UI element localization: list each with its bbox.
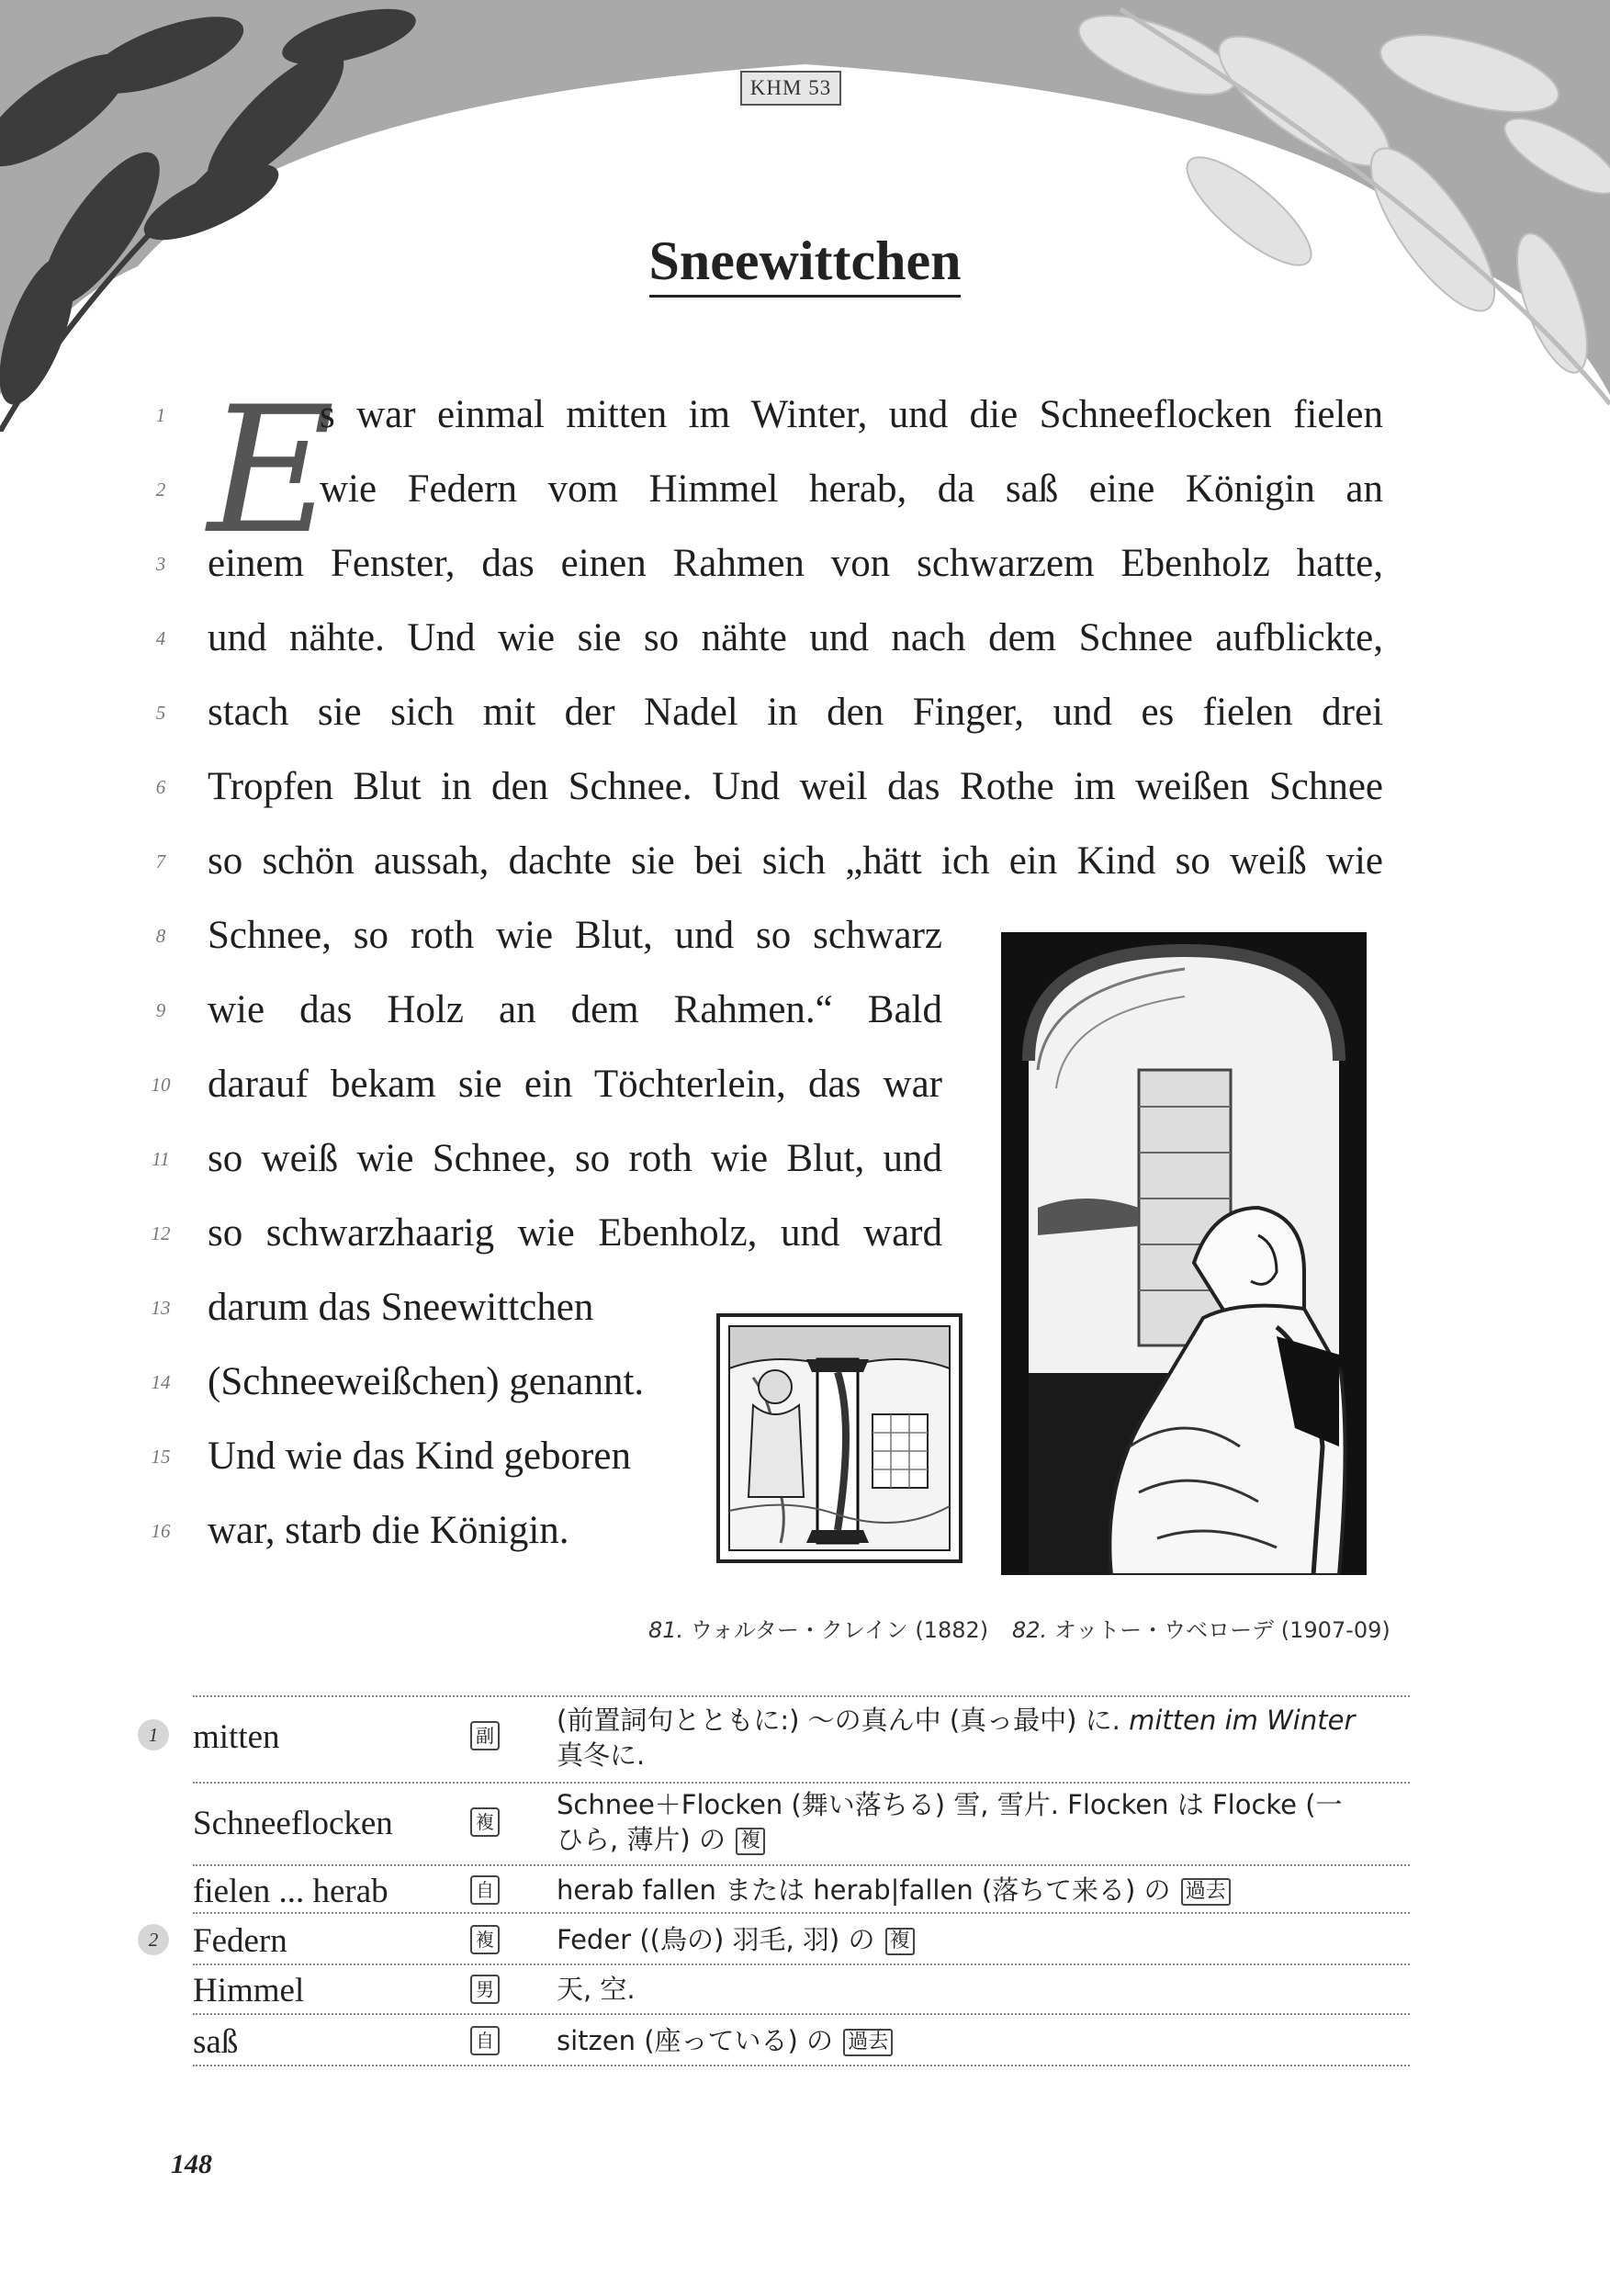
line-number: 16 [151, 1520, 171, 1542]
line-number: 6 [155, 776, 166, 798]
part-of-speech-badge: 複 [470, 1925, 500, 1954]
story-line: Und wie das Kind geboren [208, 1435, 631, 1478]
vocab-divider [193, 2013, 1410, 2015]
drop-cap-initial: E [208, 369, 335, 572]
part-of-speech-badge: 自 [470, 2026, 500, 2055]
part-of-speech-badge: 複 [470, 1807, 500, 1837]
story-line: Tropfen Blut in den Schnee. Und weil das Rothe im weißen Schnee [208, 765, 1383, 808]
definition-text: 真冬に. [557, 1739, 646, 1771]
line-number: 8 [155, 925, 166, 947]
story-line: wie das Holz an dem Rahmen.“ Bald [208, 988, 942, 1031]
vocab-definition [557, 1922, 1415, 1957]
definition-text: ひら, 薄片) の [557, 1824, 726, 1855]
story-line: darauf bekam sie ein Töchterlein, das war [208, 1063, 942, 1106]
caption-number: 81. [648, 1617, 684, 1643]
story-line: Schnee, so roth wie Blut, und so schwarz [208, 914, 942, 957]
vocab-definition [557, 1873, 1415, 1908]
caption-number: 82. [1012, 1617, 1048, 1643]
collection-id-badge: KHM 53 [740, 71, 841, 106]
part-of-speech-badge: 男 [470, 1975, 500, 2004]
page-title-text: Sneewittchen [649, 231, 962, 298]
vocab-divider [193, 1964, 1410, 1965]
line-number: 11 [152, 1148, 170, 1170]
definition-text: Feder ((鳥の) 羽毛, 羽) の [557, 1924, 875, 1955]
story-line: wie Federn vom Himmel herab, da saß eine Königin an [320, 467, 1383, 511]
illuminated-initial-illustration [716, 1313, 963, 1563]
vocab-entry [138, 2017, 1414, 2063]
story-line: stach sie sich mit der Nadel in den Finger, und es fielen drei [208, 691, 1383, 734]
line-reference-badge: 2 [138, 1924, 169, 1955]
vocab-divider [193, 1782, 1410, 1784]
line-number: 5 [155, 702, 166, 724]
vocab-definition [557, 1703, 1415, 1773]
line-number: 10 [151, 1074, 171, 1096]
line-number: 7 [155, 850, 166, 872]
line-number: 9 [155, 999, 166, 1021]
vocab-word: Federn [193, 1922, 287, 1960]
vocab-word: Schneeflocken [193, 1805, 393, 1842]
definition-text: Schnee＋Flocken (舞い落ちる) 雪, 雪片. Flocken は Flocke (一 [557, 1789, 1343, 1820]
story-line: so schön aussah, dachte sie bei sich „hätt ich ein Kind so weiß wie [208, 839, 1383, 883]
example-phrase: mitten im Winter [1129, 1705, 1356, 1736]
vocab-entry [138, 1916, 1414, 1962]
vocab-divider [193, 1695, 1410, 1697]
caption-text: オットー・ウベローデ (1907-09) [1053, 1617, 1390, 1643]
vocab-entry [138, 1868, 1414, 1910]
line-number: 15 [151, 1446, 171, 1468]
story-line: und nähte. Und wie sie so nähte und nach dem Schnee aufblickte, [208, 616, 1383, 659]
line-number: 14 [151, 1371, 171, 1393]
part-of-speech-badge: 副 [470, 1721, 500, 1750]
vocab-entry [138, 1967, 1414, 2011]
illustration-caption-82 [1012, 1612, 1390, 1644]
line-number: 2 [155, 478, 166, 501]
definition-text: sitzen (座っている) の [557, 2025, 834, 2056]
vocab-definition [557, 1787, 1415, 1857]
story-line: so weiß wie Schnee, so roth wie Blut, und [208, 1137, 942, 1180]
vocab-definition [557, 2023, 1415, 2058]
grammar-tag: 複 [885, 1928, 915, 1955]
header-banner [0, 0, 1610, 436]
part-of-speech-badge: 自 [470, 1875, 500, 1905]
line-number: 4 [155, 627, 166, 649]
vocab-word: fielen ... herab [193, 1873, 388, 1910]
page-title [0, 230, 1610, 293]
line-number: 3 [155, 553, 166, 575]
page-number: 148 [171, 2149, 212, 2179]
line-reference-badge: 1 [138, 1719, 169, 1750]
vocab-divider [193, 1864, 1410, 1866]
story-line: so schwarzhaarig wie Ebenholz, und ward [208, 1211, 942, 1255]
vocab-word: saß [193, 2023, 239, 2061]
story-line: darum das Sneewittchen [208, 1286, 594, 1329]
story-line: (Schneeweißchen) genannt. [208, 1360, 645, 1403]
grammar-tag: 過去 [1181, 1878, 1231, 1906]
vocab-divider [193, 2065, 1410, 2066]
caption-text: ウォルター・クレイン (1882) [690, 1617, 989, 1643]
grammar-tag: 複 [736, 1828, 765, 1855]
definition-text: 天, 空. [557, 1974, 636, 2005]
vocab-divider [193, 1912, 1410, 1914]
line-number: 1 [155, 404, 166, 426]
line-number: 13 [151, 1297, 171, 1319]
woman-at-window-illustration [1001, 932, 1367, 1575]
line-number: 12 [151, 1222, 171, 1244]
vocab-entry [138, 1787, 1414, 1863]
vocab-word: mitten [193, 1718, 280, 1756]
definition-text: (前置詞句とともに:) ～の真ん中 (真っ最中) に. [557, 1705, 1120, 1736]
vocab-word: Himmel [193, 1972, 305, 2009]
story-line: einem Fenster, das einen Rahmen von schwarzem Ebenholz hatte, [208, 542, 1383, 585]
vocab-entry [138, 1701, 1414, 1780]
grammar-tag: 過去 [843, 2029, 893, 2056]
vocab-definition [557, 1972, 1415, 2007]
story-line: war, starb die Königin. [208, 1509, 569, 1552]
story-line: s war einmal mitten im Winter, und die Schneeflocken fielen [320, 393, 1383, 436]
illustration-caption-81 [648, 1612, 988, 1644]
definition-text: herab fallen または herab|fallen (落ちて来る) の [557, 1874, 1171, 1906]
